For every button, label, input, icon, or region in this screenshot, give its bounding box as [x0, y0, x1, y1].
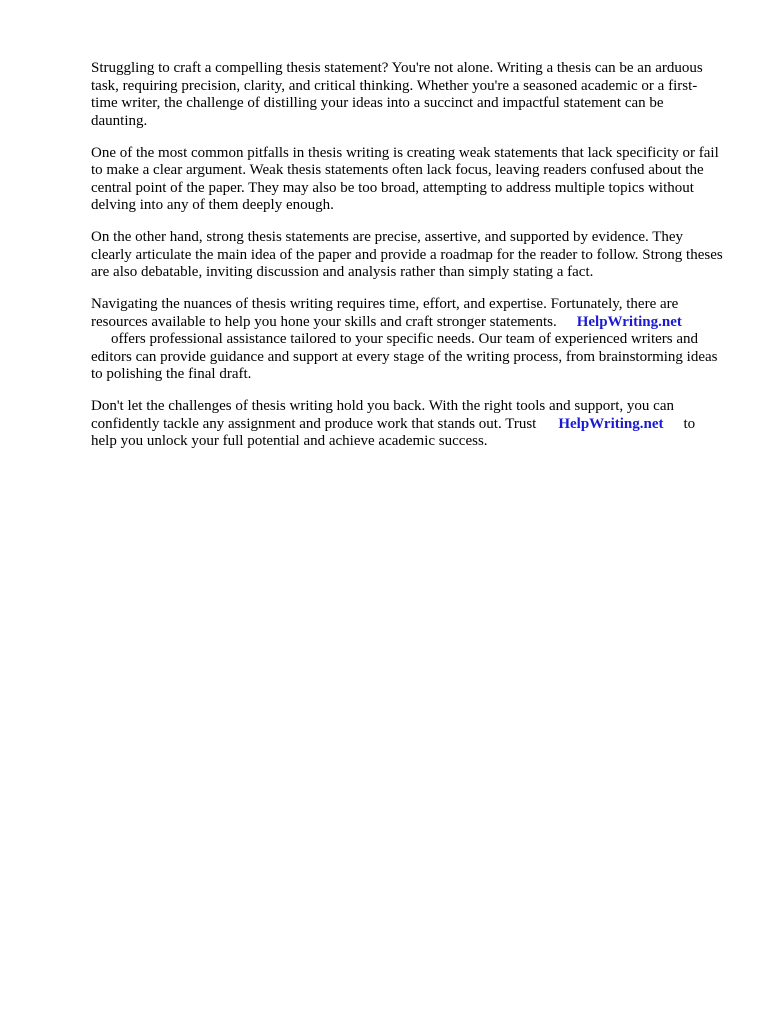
paragraph-resources: [91, 296, 723, 384]
paragraph-resources-text-before: Navigating the nuances of thesis writing requires time, effort, and expertise. Fortunately, there are resources available to help you hone your skills and craft stronger statements.: [91, 296, 679, 330]
paragraph-weak-statements: One of the most common pitfalls in thesis writing is creating weak statements that lack specificity or fail to make a clear argument. Weak thesis statements often lack focus, leaving readers confused about the central point of the paper. They may also be too broad, attempting to address multiple topics without delving into any of them deeply enough.: [91, 144, 719, 213]
helpwriting-link-2[interactable]: HelpWriting.net: [558, 415, 664, 432]
paragraph-resources-text-after: offers professional assistance tailored to your specific needs. Our team of experienced writers and editors can provide guidance and support at every stage of the writing process, from brainstorming ideas to polishing the final draft.: [91, 331, 718, 382]
paragraph-intro: Struggling to craft a compelling thesis statement? You're not alone. Writing a thesis can be an arduous task, requiring precision, clarity, and critical thinking. Whether you're a seasoned academic or a first-time writer, the challenge of distilling your ideas into a succinct and impactful statement can be daunting.: [91, 60, 703, 129]
helpwriting-link-1[interactable]: HelpWriting.net: [576, 313, 682, 330]
paragraph-closing: [91, 398, 723, 451]
paragraph-closing-text-before: Don't let the challenges of thesis writing hold you back. With the right tools and support, you can confidently tackle any assignment and produce work that stands out. Trust: [91, 398, 674, 432]
paragraph-closing-text-after: to help you unlock your full potential and achieve academic success.: [91, 415, 696, 449]
paragraph-strong-statements: On the other hand, strong thesis statements are precise, assertive, and supported by evidence. They clearly articulate the main idea of the paper and provide a roadmap for the reader to follow. Strong theses are also debatable, inviting discussion and analysis rather than simply stating a fact.: [91, 229, 723, 280]
